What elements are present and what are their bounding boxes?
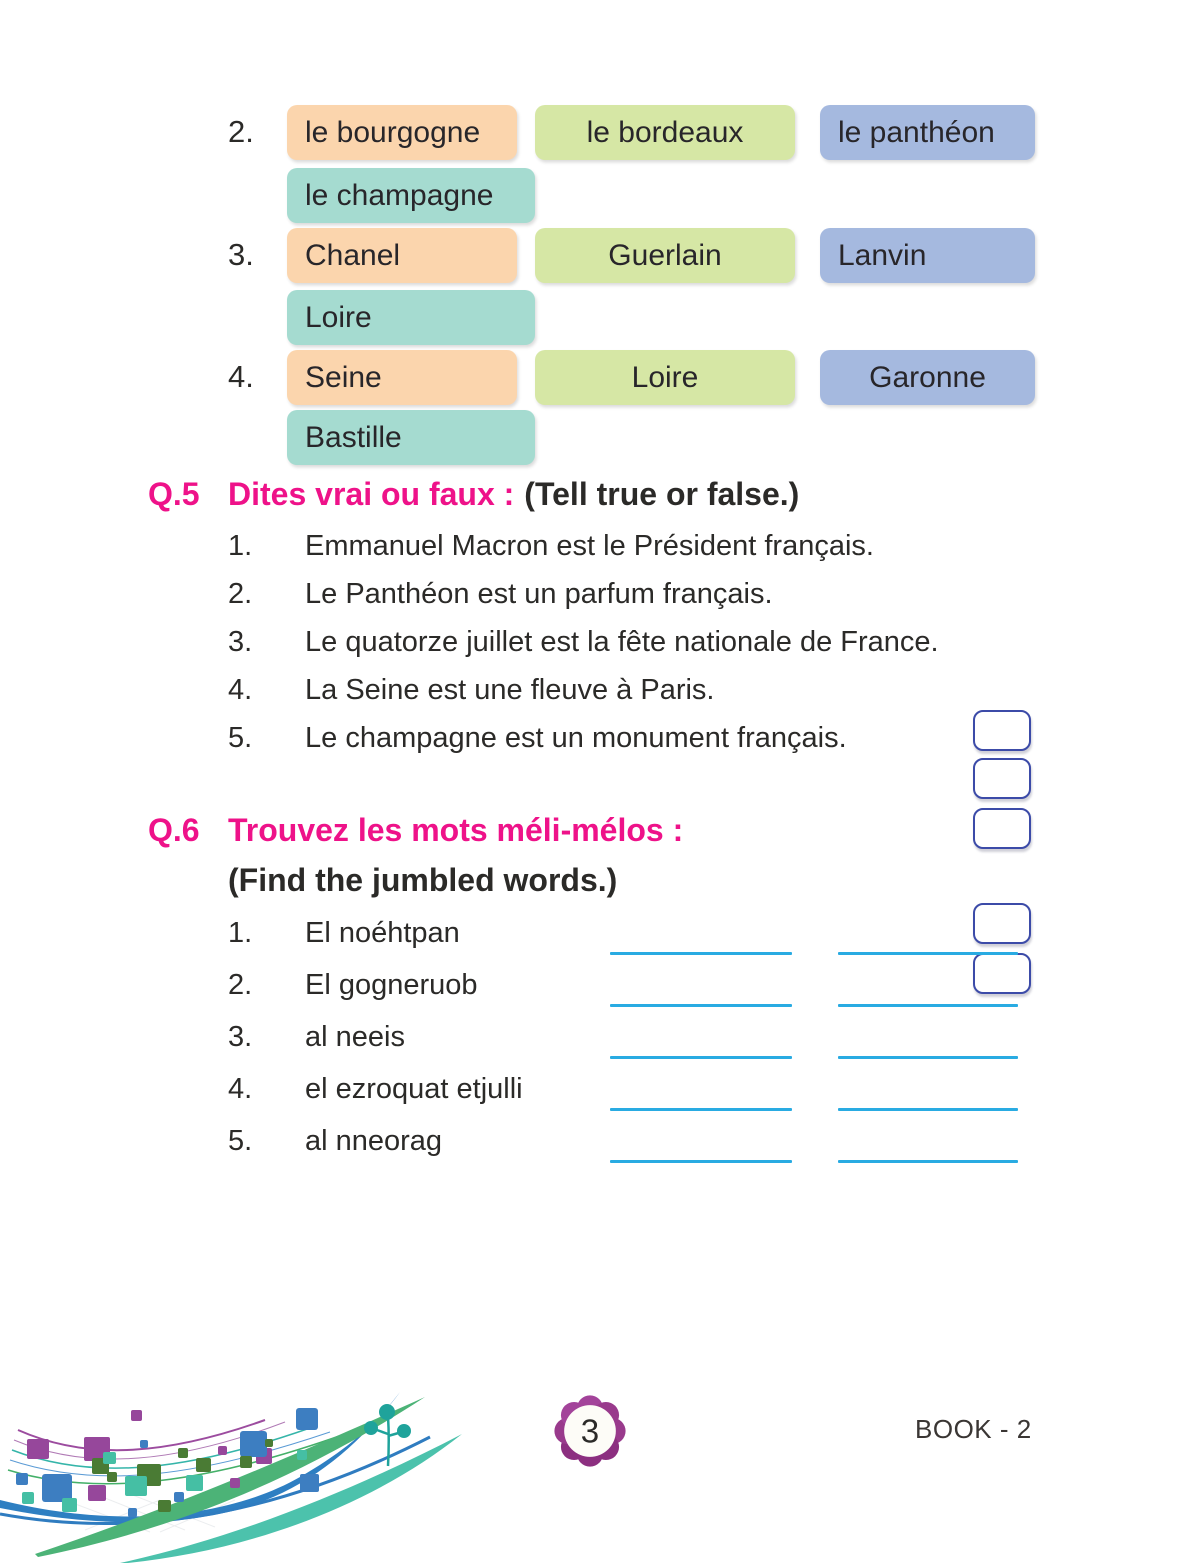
footer-decoration bbox=[0, 1382, 470, 1563]
q6-item bbox=[228, 1068, 985, 1120]
item-text: El noéhtpan bbox=[305, 917, 460, 949]
q5-title-fr: Dites vrai ou faux : bbox=[228, 476, 515, 512]
answer-line[interactable] bbox=[610, 1056, 792, 1059]
item-number: 4. bbox=[228, 674, 253, 706]
item-number: 5. bbox=[228, 722, 253, 754]
q5-list bbox=[228, 522, 985, 762]
q5-item bbox=[228, 666, 985, 714]
grid-row-number: 4. bbox=[228, 359, 254, 394]
item-text: La Seine est une fleuve à Paris. bbox=[305, 674, 715, 706]
item-number: 2. bbox=[228, 969, 253, 1001]
q5-item bbox=[228, 618, 985, 666]
word-box[interactable]: Seine bbox=[287, 350, 517, 405]
item-text: Le champagne est un monument français. bbox=[305, 722, 847, 754]
word-box[interactable]: le panthéon bbox=[820, 105, 1035, 160]
item-number: 1. bbox=[228, 917, 253, 949]
grid-row-number: 3. bbox=[228, 237, 254, 272]
item-text: al neeis bbox=[305, 1021, 405, 1053]
item-number: 4. bbox=[228, 1073, 253, 1105]
answer-line[interactable] bbox=[610, 1004, 792, 1007]
q5-item bbox=[228, 570, 985, 618]
word-box[interactable]: Loire bbox=[535, 350, 795, 405]
q5-title-en: (Tell true or false.) bbox=[524, 476, 800, 512]
item-text: al nneorag bbox=[305, 1125, 443, 1157]
q6-item bbox=[228, 912, 985, 964]
answer-box[interactable] bbox=[973, 758, 1031, 799]
q6-list bbox=[228, 912, 985, 1172]
answer-line[interactable] bbox=[838, 1004, 1018, 1007]
q6-item bbox=[228, 1120, 985, 1172]
item-number: 1. bbox=[228, 530, 253, 562]
item-text: Le quatorze juillet est la fête nationale de France. bbox=[305, 626, 939, 658]
answer-line[interactable] bbox=[838, 952, 1018, 955]
page-number: 3 bbox=[580, 1413, 600, 1451]
item-text: El gogneruob bbox=[305, 969, 478, 1001]
q6-item bbox=[228, 1016, 985, 1068]
word-box[interactable]: le champagne bbox=[287, 168, 535, 223]
item-number: 5. bbox=[228, 1125, 253, 1157]
word-box[interactable]: Loire bbox=[287, 290, 535, 345]
answer-line[interactable] bbox=[610, 1108, 792, 1111]
answer-line[interactable] bbox=[838, 1108, 1018, 1111]
answer-line[interactable] bbox=[838, 1160, 1018, 1163]
q6-title-en: (Find the jumbled words.) bbox=[228, 862, 618, 898]
q6-heading bbox=[148, 812, 683, 849]
q5-label: Q.5 bbox=[148, 476, 200, 512]
word-box[interactable]: Chanel bbox=[287, 228, 517, 283]
book-label: BOOK - 2 bbox=[915, 1414, 1032, 1444]
q6-label: Q.6 bbox=[148, 812, 200, 848]
answer-line[interactable] bbox=[838, 1056, 1018, 1059]
item-number: 3. bbox=[228, 626, 253, 658]
item-number: 3. bbox=[228, 1021, 253, 1053]
grid-row-number: 2. bbox=[228, 114, 254, 149]
answer-line[interactable] bbox=[610, 1160, 792, 1163]
answer-box[interactable] bbox=[973, 710, 1031, 751]
answer-line[interactable] bbox=[610, 952, 792, 955]
q6-title-fr: Trouvez les mots méli-mélos : bbox=[228, 812, 684, 848]
q5-item bbox=[228, 714, 985, 762]
item-text: el ezroquat etjulli bbox=[305, 1073, 523, 1105]
answer-box[interactable] bbox=[973, 808, 1031, 849]
q6-item bbox=[228, 964, 985, 1016]
item-number: 2. bbox=[228, 578, 253, 610]
word-box[interactable]: Lanvin bbox=[820, 228, 1035, 283]
sprout-icon bbox=[364, 1404, 411, 1466]
item-text: Emmanuel Macron est le Président français. bbox=[305, 530, 874, 562]
word-box[interactable]: le bordeaux bbox=[535, 105, 795, 160]
page-number-badge bbox=[551, 1390, 629, 1472]
word-box[interactable]: Garonne bbox=[820, 350, 1035, 405]
word-box[interactable]: Bastille bbox=[287, 410, 535, 465]
item-text: Le Panthéon est un parfum français. bbox=[305, 578, 773, 610]
word-box[interactable]: Guerlain bbox=[535, 228, 795, 283]
q5-item bbox=[228, 522, 985, 570]
word-box[interactable]: le bourgogne bbox=[287, 105, 517, 160]
q5-heading bbox=[148, 476, 799, 513]
